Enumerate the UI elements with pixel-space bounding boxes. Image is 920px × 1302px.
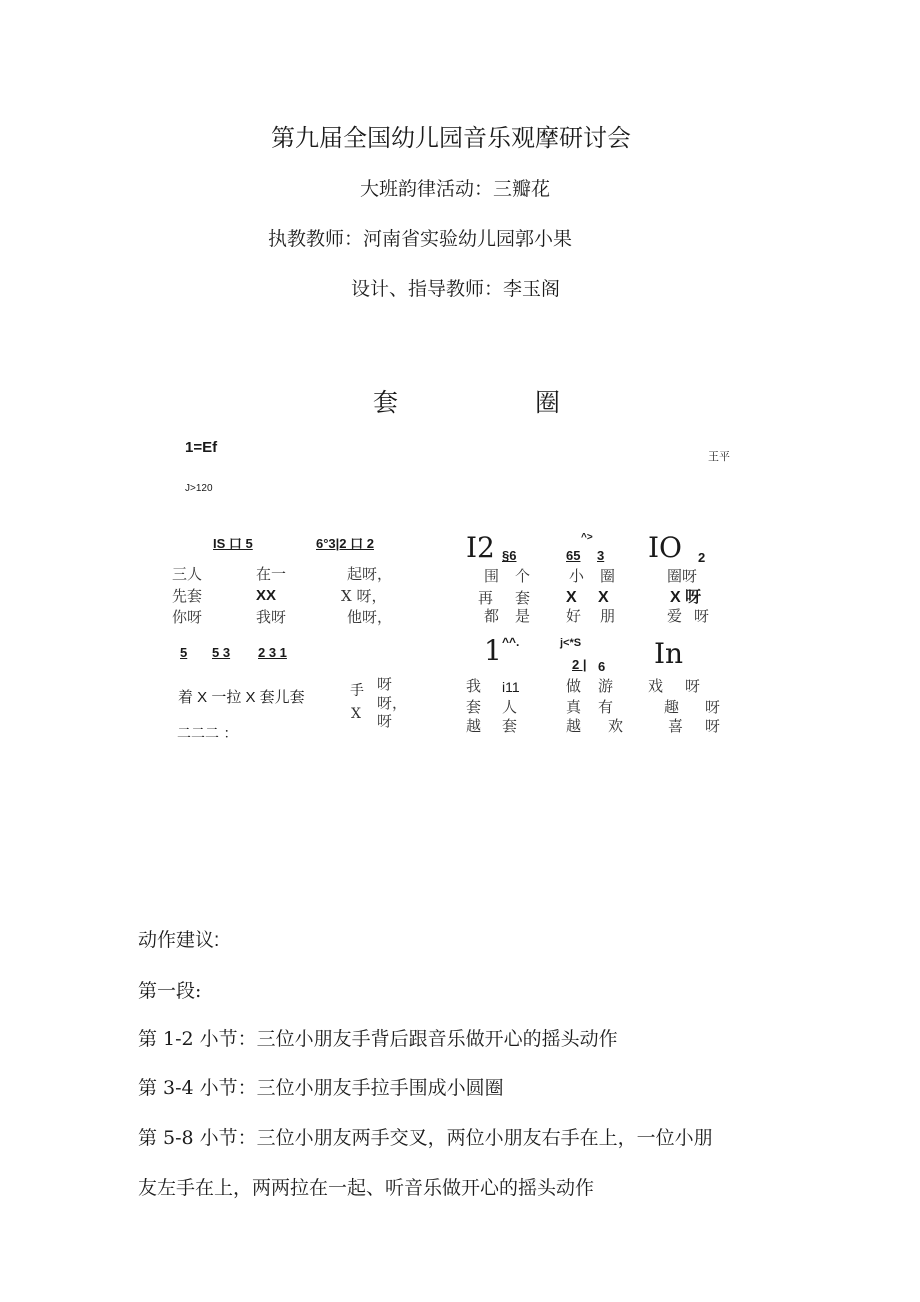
left-line2-r2: 呀，: [377, 694, 408, 712]
left-line2-r3: 呀: [377, 712, 393, 730]
right-lyric2-1-6: 呀: [685, 677, 701, 695]
right-lyric2-2-6: 呀: [705, 698, 721, 716]
right-notes2-mark: j<*S: [560, 637, 582, 649]
right-lyric-2-3: X: [566, 589, 577, 606]
song-tempo: J>120: [185, 483, 213, 494]
song-key: 1=Ef: [185, 439, 218, 456]
left-cutoff: [177, 726, 257, 742]
right-lyric-1-2: 个: [515, 567, 531, 585]
right-notes2-In: In: [654, 637, 684, 670]
left-lyric-1-1: 三人: [172, 565, 203, 583]
right-lyric-2-5: X 呀: [670, 589, 702, 606]
left-notes-1: IS 口 5: [213, 536, 253, 551]
teacher-line: 执教教师：河南省实验幼儿园郭小果: [268, 228, 573, 250]
suggestion-item-1: 第 1-2 小节：三位小朋友手背后跟音乐做开心的摇头动作: [138, 1028, 618, 1050]
suggestions-section: 第一段:: [138, 980, 202, 1002]
right-lyric2-2-4: 有: [598, 698, 614, 716]
left-lyric-1-2: 在一: [256, 565, 287, 583]
right-notes-accent: ^>: [581, 532, 593, 543]
right-notes2-2: 2 |: [572, 657, 587, 672]
right-lyric2-1-4: 游: [598, 677, 614, 695]
right-lyric-3-3: 好: [566, 607, 582, 625]
right-lyric2-1-2: i11: [502, 679, 520, 695]
right-lyric-3-4: 朋: [600, 607, 616, 625]
left-line2-c: X: [351, 706, 361, 722]
right-lyric2-3-1: 越: [466, 717, 482, 735]
right-lyric2-2-1: 套: [466, 698, 482, 716]
right-lyric-1-5: 圈呀: [667, 567, 698, 585]
right-lyric-2-1: 再: [478, 589, 494, 607]
suggestions-heading: 动作建议:: [138, 930, 220, 951]
right-lyric-3-2: 是: [515, 607, 531, 625]
right-notes-I2: I2: [466, 531, 495, 564]
left-lyric-1-3: 起呀，: [347, 565, 393, 583]
right-lyric2-2-5: 趣: [664, 698, 680, 716]
suggestion-item-2: 第 3-4 小节：三位小朋友手拉手围成小圆圈: [138, 1077, 504, 1099]
left-lyric-2-3: X 呀，: [341, 587, 387, 605]
right-lyric-1-3: 小: [569, 567, 585, 585]
right-lyric2-2-2: 人: [502, 698, 518, 716]
right-lyric-2-2: 套: [515, 589, 531, 607]
left-line2-r1: 呀: [377, 675, 393, 693]
right-lyric-1-1: 围: [484, 567, 500, 585]
suggestion-item-4: 友左手在上，两两拉在一起、听音乐做开心的摇头动作: [138, 1177, 595, 1199]
right-lyric-3-5: 爱: [667, 607, 683, 625]
left-notes-1b: 6°3|2 口 2: [316, 536, 374, 551]
song-author: 王平: [708, 451, 730, 463]
designer-line: 设计、指导教师：李玉阁: [351, 278, 561, 300]
left-notes-2b: 5 3: [212, 645, 231, 660]
right-lyric2-3-6: 呀: [705, 717, 721, 735]
song-title-a: 套: [373, 388, 399, 417]
left-line2-b: 手: [350, 682, 364, 698]
right-lyric2-1-5: 戏: [648, 677, 664, 695]
right-lyric2-1-1: 我: [466, 677, 482, 695]
page-title: 第九届全国幼儿园音乐观摩研讨会: [271, 124, 631, 152]
left-line2: 着 X 一拉 X 套儿套: [178, 689, 305, 706]
right-lyric-3-1: 都: [484, 607, 500, 625]
right-lyric2-3-4: 欢: [608, 717, 624, 735]
left-notes-2a: 5: [180, 645, 188, 660]
left-lyric-3-2: 我呀: [256, 608, 287, 626]
right-lyric-1-4: 圈: [600, 567, 616, 585]
left-lyric-3-1: 你呀: [172, 608, 203, 626]
left-lyric-2-1: 先套: [172, 587, 203, 605]
right-notes2-1: 1: [484, 634, 502, 667]
right-lyric-3-6: 呀: [694, 607, 710, 625]
right-notes2-6: 6: [598, 659, 606, 674]
suggestion-item-3: 第 5-8 小节：三位小朋友两手交叉，两位小朋友右手在上，一位小朋: [138, 1127, 713, 1149]
left-lyric-3-3: 他呀，: [347, 608, 393, 626]
right-lyric2-2-3: 真: [566, 698, 582, 716]
right-notes-3: 3: [597, 548, 605, 563]
right-notes2-accent: ^^.: [502, 635, 520, 649]
left-notes-2c: 2 3 1: [258, 645, 287, 660]
right-notes-2: 2: [698, 550, 706, 565]
right-notes-s6: §6: [502, 548, 517, 563]
activity-line: 大班韵律活动：三瓣花: [360, 178, 551, 200]
right-lyric2-1-3: 做: [566, 677, 582, 695]
right-notes-IO: IO: [648, 531, 683, 564]
right-lyric2-3-3: 越: [566, 717, 582, 735]
right-lyric-2-4: X: [598, 589, 609, 606]
left-cutoff-text: 二二二 ：: [177, 726, 238, 742]
right-lyric2-3-5: 喜: [668, 717, 684, 735]
song-title-b: 圈: [535, 388, 561, 417]
right-notes-65: 65: [566, 548, 581, 563]
right-lyric2-3-2: 套: [502, 717, 518, 735]
left-lyric-2-2: XX: [256, 587, 277, 604]
